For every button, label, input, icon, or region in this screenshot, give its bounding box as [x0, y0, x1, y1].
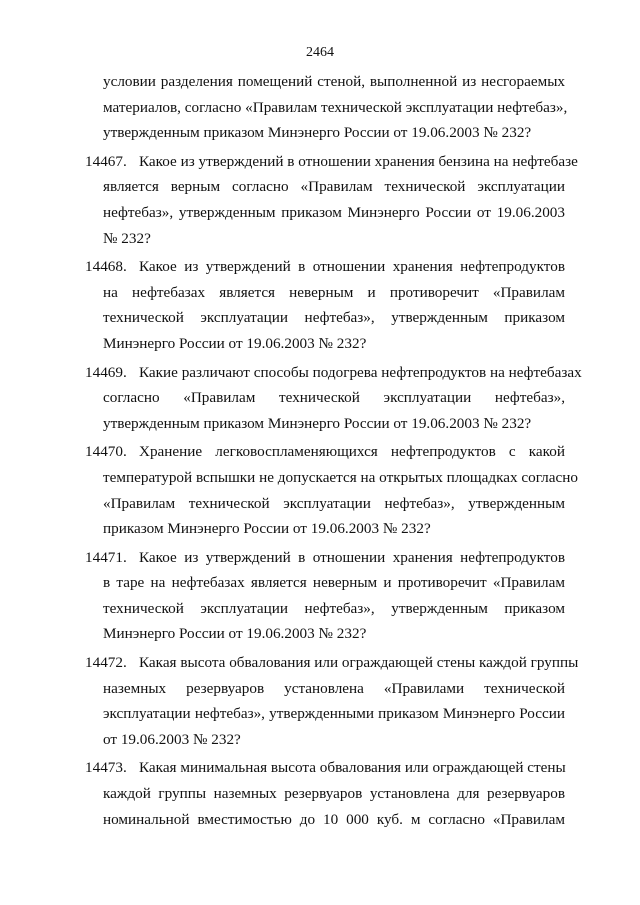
text-line: технической эксплуатации нефтебаз», утвержденным приказом [103, 309, 565, 327]
text-line: Какое из утверждений в отношении хранения нефтепродуктов [139, 548, 565, 566]
text-line: «Правилам технической эксплуатации нефтебаз», утвержденным [103, 494, 565, 512]
question-item [85, 439, 578, 541]
text-line: нефтебаз», утвержденным приказом Минэнерго России от 19.06.2003 [103, 203, 565, 221]
text-line: номинальной вместимостью до 10 000 куб. м согласно «Правилам [103, 810, 565, 828]
text-line: на нефтебазах является неверным и противоречит «Правилам [103, 283, 565, 301]
question-number: 14469. [85, 363, 127, 381]
text-line: от 19.06.2003 № 232? [103, 730, 241, 748]
document-body [85, 69, 582, 835]
text-line: Какая высота обвалования или ограждающей стены каждой группы [139, 654, 579, 672]
text-line: утвержденным приказом Минэнерго России от 19.06.2003 № 232? [103, 414, 532, 432]
text-line: № 232? [103, 229, 151, 247]
question-number: 14473. [85, 759, 127, 777]
text-line: каждой группы наземных резервуаров установлена для резервуаров [103, 785, 565, 803]
question-number: 14470. [85, 443, 127, 461]
question-item [85, 650, 579, 752]
text-line: Какая минимальная высота обвалования или ограждающей стены [139, 759, 566, 777]
text-line: технической эксплуатации нефтебаз», утвержденным приказом [103, 599, 565, 617]
text-line: утвержденным приказом Минэнерго России от 19.06.2003 № 232? [103, 124, 532, 142]
text-line: эксплуатации нефтебаз», утвержденными приказом Минэнерго России [103, 705, 565, 723]
question-number: 14471. [85, 548, 127, 566]
text-line: условии разделения помещений стеной, выполненной из несгораемых [103, 73, 565, 90]
text-line: Минэнерго России от 19.06.2003 № 232? [103, 334, 367, 352]
question-number: 14472. [85, 654, 127, 672]
text-line: Минэнерго России от 19.06.2003 № 232? [103, 625, 367, 643]
text-line: является верным согласно «Правилам технической эксплуатации [103, 178, 565, 196]
text-line: в таре на нефтебазах является неверным и противоречит «Правилам [103, 574, 565, 592]
question-item [85, 755, 565, 832]
question-number: 14467. [85, 152, 127, 170]
question-item [85, 360, 582, 437]
question-item [85, 545, 565, 647]
text-line: материалов, согласно «Правилам технической эксплуатации нефтебаз», [103, 98, 568, 116]
page-number: 2464 [306, 45, 334, 60]
question-item [85, 149, 578, 251]
text-line: согласно «Правилам технической эксплуатации нефтебаз», [103, 389, 565, 407]
text-line: приказом Минэнерго России от 19.06.2003 № 232? [103, 520, 431, 538]
question-item [85, 254, 565, 356]
text-line: Какое из утверждений в отношении хранения нефтепродуктов [139, 258, 565, 276]
text-line: температурой вспышки не допускается на открытых площадках согласно [103, 468, 578, 486]
text-line: наземных резервуаров установлена «Правилами технической [103, 679, 565, 697]
text-line: Какие различают способы подогрева нефтепродуктов на нефтебазах [139, 363, 582, 381]
intro-paragraph [103, 69, 568, 146]
question-number: 14468. [85, 258, 127, 276]
text-line: Какое из утверждений в отношении хранения бензина на нефтебазе [139, 152, 578, 170]
text-line: Хранение легковоспламеняющихся нефтепродуктов с какой [139, 443, 565, 461]
